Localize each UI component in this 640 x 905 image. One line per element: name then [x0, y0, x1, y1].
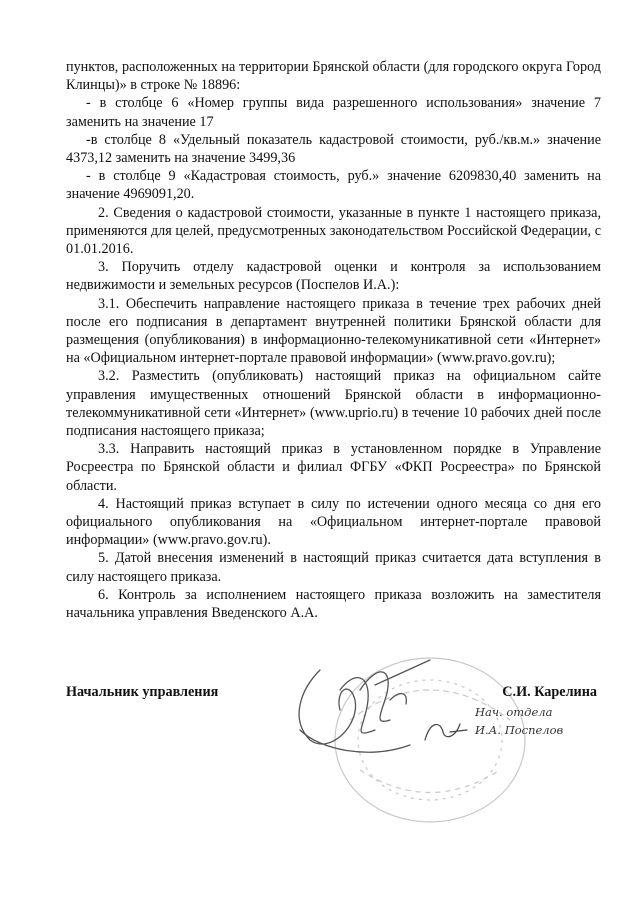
paragraph-4: 4. Настоящий приказ вступает в силу по истечении одного месяца со дня его официального опубликования на «Официальном интернет-портале правовой информации» (www.pravo.gov.ru).: [66, 495, 601, 549]
document-body: [66, 58, 601, 622]
handwritten-initials-icon: [425, 724, 467, 740]
paragraph-3-1: 3.1. Обеспечить направление настоящего приказа в течение трех рабочих дней после его подписания в департамент внутренней политики Брянской области для размещения (опубликования) в информационно-телекомуникативной сети «Интернет» на «Официальном интернет-портале правовой информации» (www.pravo.gov.ru);: [66, 295, 601, 367]
paragraph-5: 5. Датой внесения изменений в настоящий приказ считается дата вступления в силу настоящего приказа.: [66, 550, 601, 585]
signatory-title: Начальник управления: [66, 684, 219, 700]
paragraph-2: 2. Сведения о кадастровой стоимости, указанные в пункте 1 настоящего приказа, применяются для целей, предусмотренных законодательством Российской Федерации, с 01.01.2016.: [66, 204, 601, 258]
paragraph-3-3: 3.3. Направить настоящий приказ в установленном порядке в Управление Росреестра по Брянской области и филиал ФГБУ «ФКП Росреестра» по Брянской области.: [66, 441, 601, 494]
handwritten-approval-note: [405, 702, 605, 752]
paragraph-6: 6. Контроль за исполнением настоящего приказа возложить на заместителя начальника управления Введенского А.А.: [66, 586, 601, 622]
list-item-column-9: - в столбце 9 «Кадастровая стоимость, руб.» значение 6209830,40 заменить на значение 4969091,20.: [66, 168, 601, 203]
handwritten-note-line-2: И.А. Поспелов: [475, 723, 564, 737]
paragraph-3: 3. Поручить отделу кадастровой оценки и контроля за использованием недвижимости и земельных ресурсов (Поспелов И.А.):: [66, 259, 601, 294]
list-item-column-8: -в столбце 8 «Удельный показатель кадастровой стоимости, руб./кв.м.» значение 4373,12 заменить на значение 3499,36: [66, 131, 601, 167]
list-item-column-6: - в столбце 6 «Номер группы вида разрешенного использования» значение 7 заменить на значение 17: [66, 95, 601, 130]
handwritten-note-line-1: Нач. отдела: [475, 705, 553, 719]
paragraph-3-2: 3.2. Разместить (опубликовать) настоящий приказ на официальном сайте управления имущественных отношений Брянской области в информационно-телекоммуникативной сети «Интернет» (www.uprio.ru) в течение 10 рабочих дней после подписания настоящего приказа;: [66, 368, 601, 440]
signatory-name: С.И. Карелина: [502, 684, 597, 700]
paragraph-continuation: пунктов, расположенных на территории Брянской области (для городского округа Город Клинцы)» в строке № 18896:: [66, 59, 601, 94]
